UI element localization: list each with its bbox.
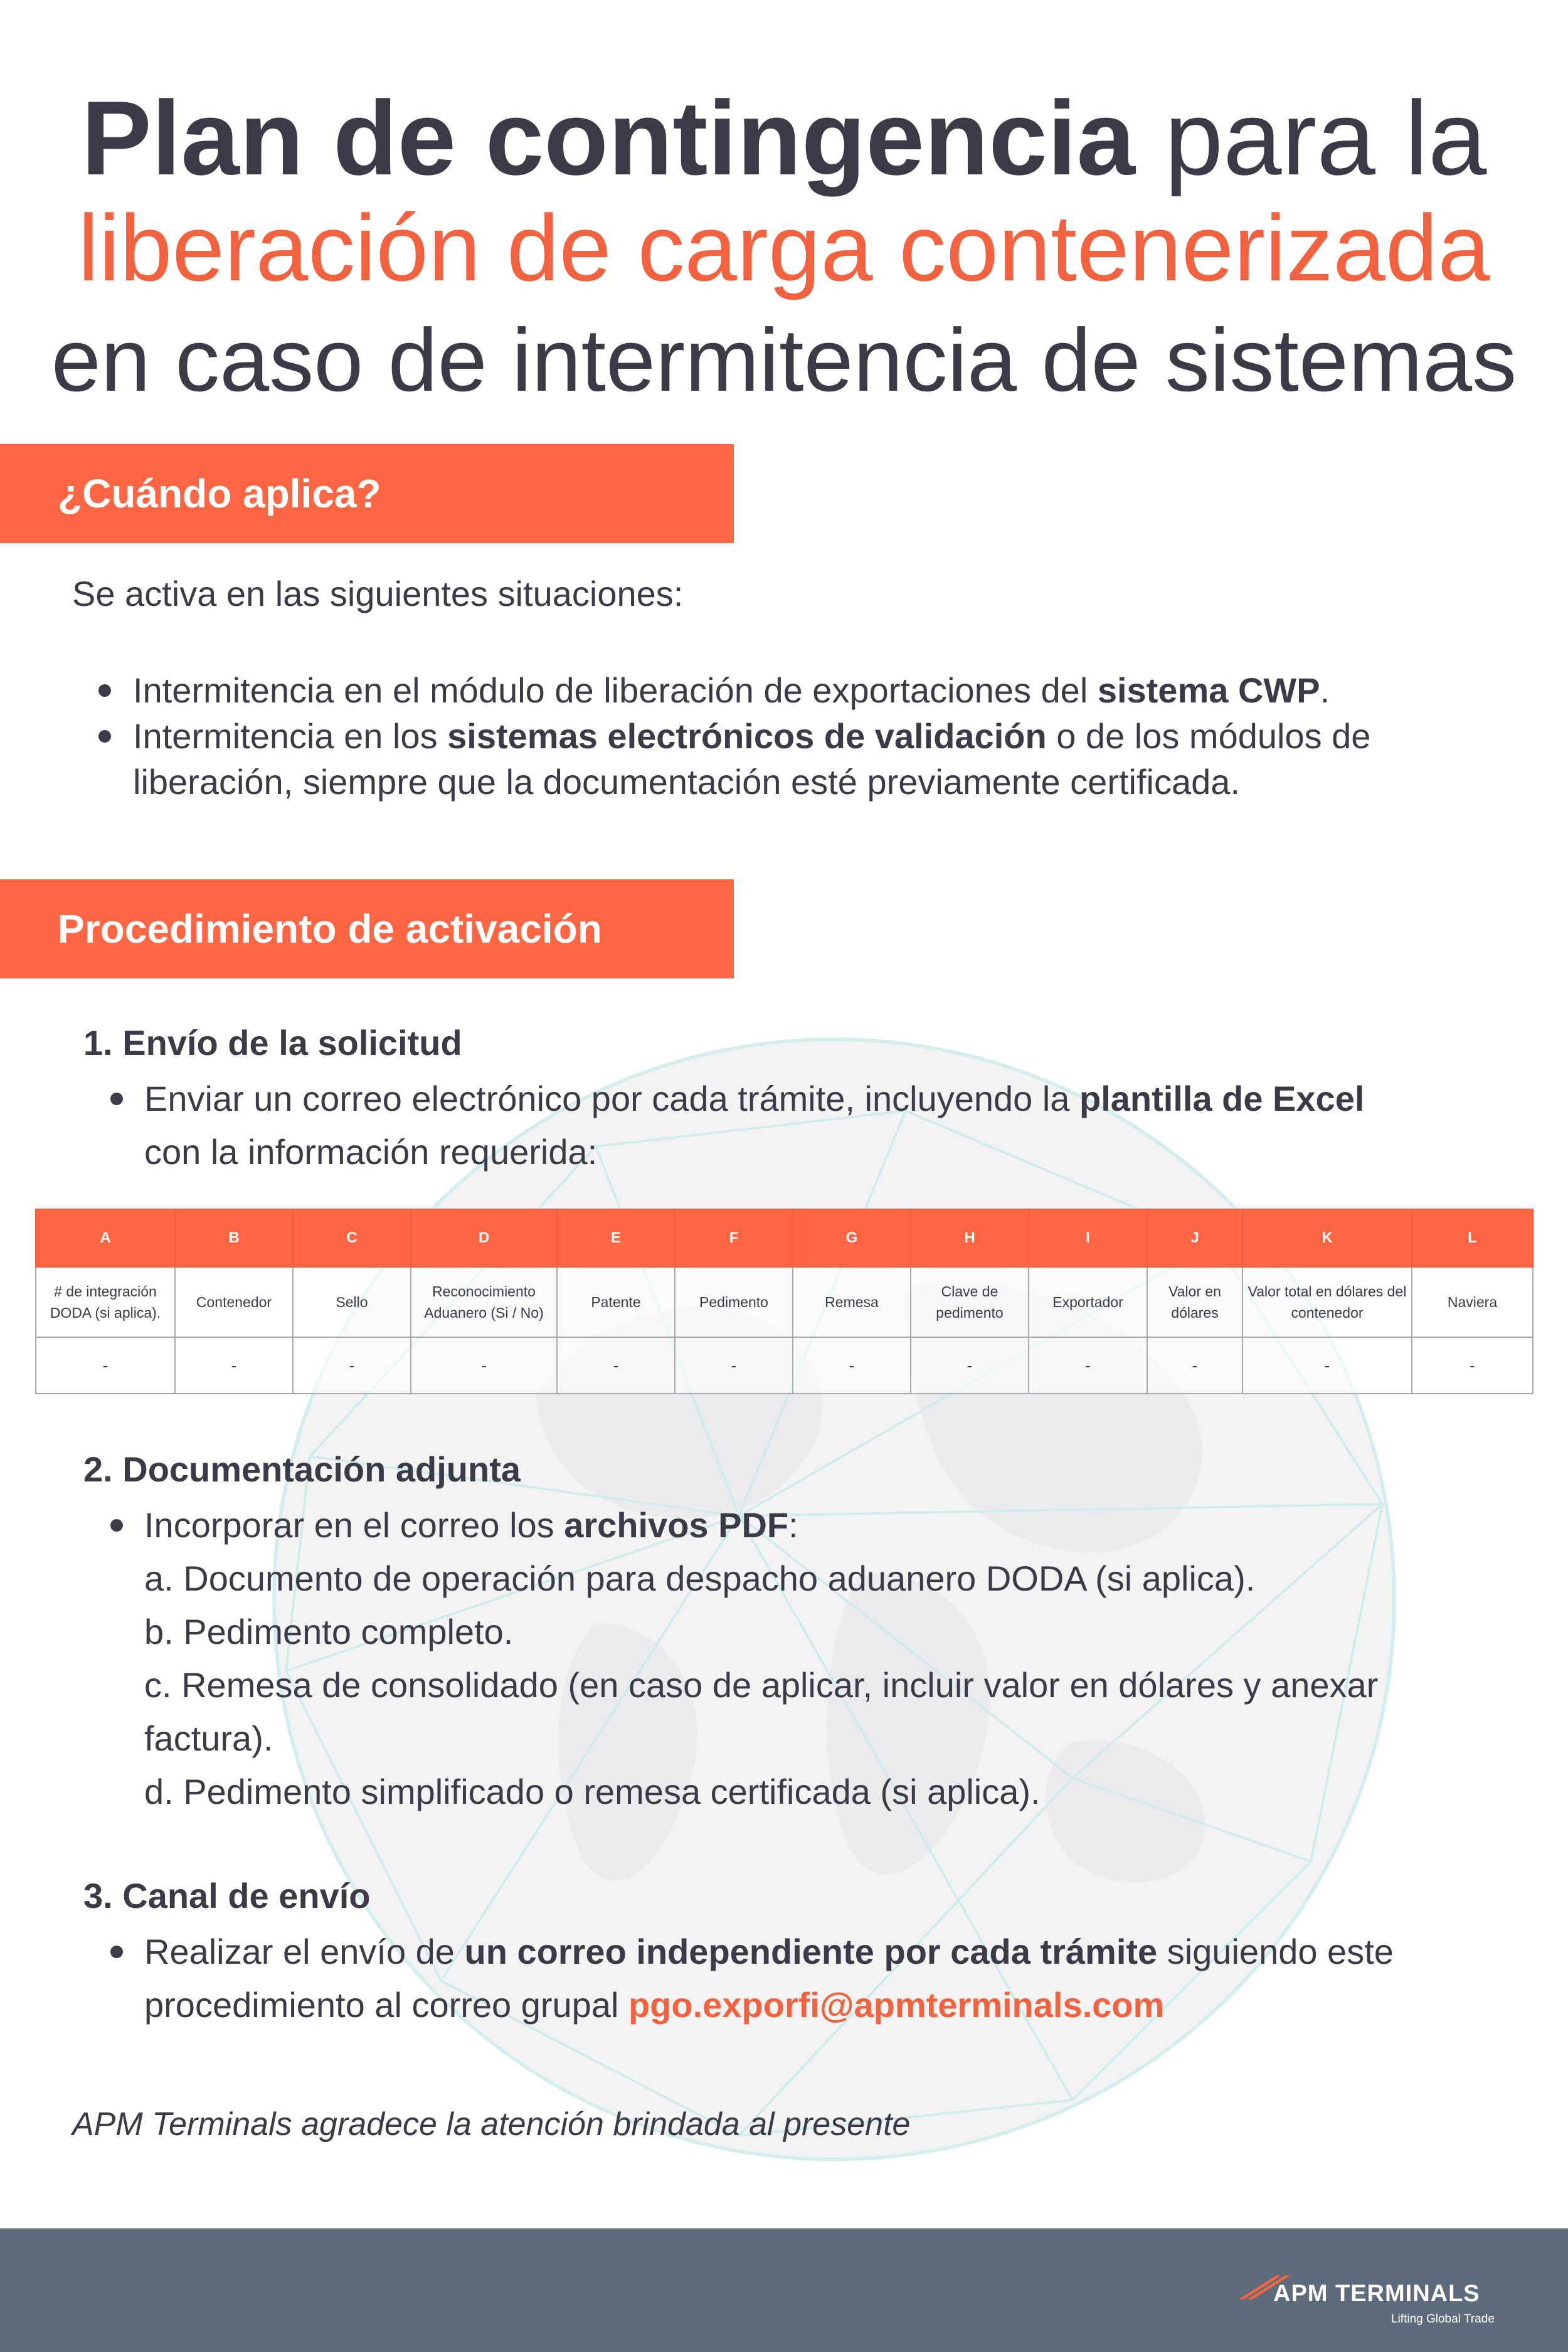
column-label: # de integración DODA (si aplica). xyxy=(36,1267,175,1337)
when-bullet-1-end: . xyxy=(1320,670,1330,710)
column-letter: C xyxy=(293,1209,411,1267)
column-letter: E xyxy=(557,1209,675,1267)
column-letter: F xyxy=(675,1209,793,1267)
when-bullet-2-bold: sistemas electrónicos de validación xyxy=(447,716,1047,756)
column-value: - xyxy=(175,1337,293,1394)
column-letter: L xyxy=(1412,1209,1533,1267)
title-line-1 xyxy=(0,75,1568,201)
section-heading-procedure: Procedimiento de activación xyxy=(0,879,734,978)
column-value: - xyxy=(675,1337,793,1394)
column-label: Exportador xyxy=(1029,1267,1147,1337)
title-line-2: liberación de carga contenerizada xyxy=(78,195,1490,300)
column-label: Contenedor xyxy=(175,1267,293,1337)
step-1-title: 1. Envío de la solicitud xyxy=(83,1023,462,1062)
column-letter: J xyxy=(1147,1209,1242,1267)
step-3-line-2 xyxy=(144,1982,1164,2028)
column-value: - xyxy=(1029,1337,1147,1394)
bullet-dot xyxy=(98,684,111,697)
column-letter: A xyxy=(36,1209,175,1267)
step-2-bullet-bold: archivos PDF xyxy=(564,1505,789,1545)
step-1-bullet xyxy=(144,1076,1364,1122)
logo-tagline: Lifting Global Trade xyxy=(1391,2312,1495,2326)
step-3-bullet-bold: un correo independiente por cada trámite xyxy=(464,1932,1158,1971)
column-letter: H xyxy=(911,1209,1029,1267)
contact-email-link[interactable]: pgo.exporfi@apmterminals.com xyxy=(628,1985,1165,2025)
column-letter: G xyxy=(793,1209,911,1267)
step-2-item-a: a. Documento de operación para despacho aduanero DODA (si aplica). xyxy=(144,1559,1256,1598)
step-2-title: 2. Documentación adjunta xyxy=(83,1449,521,1489)
column-letter: B xyxy=(175,1209,293,1267)
when-bullet-2-line-2: liberación, siempre que la documentación esté previamente certificada. xyxy=(133,762,1240,802)
column-label: Reconocimiento Aduanero (Si / No) xyxy=(411,1267,557,1337)
step-1-bullet-bold: plantilla de Excel xyxy=(1079,1079,1365,1118)
step-2-item-b: b. Pedimento completo. xyxy=(144,1612,514,1651)
column-label: Valor total en dólares del contenedor xyxy=(1242,1267,1412,1337)
step-3-bullet-text: Realizar el envío de xyxy=(144,1932,465,1971)
when-bullet-2-text: Intermitencia en los xyxy=(133,716,448,756)
column-value: - xyxy=(1242,1337,1412,1394)
when-bullet-2 xyxy=(133,713,1370,760)
when-bullet-2-end: o de los módulos de xyxy=(1046,716,1371,756)
section-heading-when: ¿Cuándo aplica? xyxy=(0,444,734,543)
bullet-dot xyxy=(98,730,111,743)
logo-name: APM TERMINALS xyxy=(1273,2280,1480,2307)
column-label: Patente xyxy=(557,1267,675,1337)
when-bullet-1-text: Intermitencia en el módulo de liberación de exportaciones del xyxy=(133,670,1098,710)
column-value: - xyxy=(1147,1337,1242,1394)
step-2-bullet xyxy=(144,1502,798,1549)
column-label: Pedimento xyxy=(675,1267,793,1337)
bullet-dot xyxy=(110,1093,123,1105)
when-bullet-1 xyxy=(133,667,1330,714)
step-3-bullet xyxy=(144,1929,1394,1975)
excel-template-table xyxy=(35,1209,1534,1394)
bullet-dot xyxy=(110,1946,123,1958)
step-2-item-d: d. Pedimento simplificado o remesa certificada (si aplica). xyxy=(144,1772,1041,1811)
column-value: - xyxy=(411,1337,557,1394)
column-letter: I xyxy=(1029,1209,1147,1267)
closing-note: APM Terminals agradece la atención brindada al presente xyxy=(72,2106,911,2143)
column-letter: K xyxy=(1242,1209,1412,1267)
step-1-bullet-text: Enviar un correo electrónico por cada trámite, incluyendo la xyxy=(144,1079,1079,1118)
column-label: Valor en dólares xyxy=(1147,1267,1242,1337)
column-label: Sello xyxy=(293,1267,411,1337)
step-2-item-c: c. Remesa de consolidado (en caso de aplicar, incluir valor en dólares y anexar xyxy=(144,1665,1379,1705)
column-value: - xyxy=(911,1337,1029,1394)
step-3-title: 3. Canal de envío xyxy=(83,1876,371,1915)
title-bold: Plan de contingencia xyxy=(81,79,1135,197)
title-light: para la xyxy=(1164,79,1487,197)
column-value: - xyxy=(557,1337,675,1394)
table-value-row xyxy=(36,1337,1533,1394)
step-1-bullet-line-2: con la información requerida: xyxy=(144,1132,598,1172)
step-2-bullet-text: Incorporar en el correo los xyxy=(144,1505,564,1545)
column-label: Remesa xyxy=(793,1267,911,1337)
column-value: - xyxy=(1412,1337,1533,1394)
column-label: Naviera xyxy=(1412,1267,1533,1337)
table-header-row xyxy=(36,1209,1533,1267)
column-label: Clave de pedimento xyxy=(911,1267,1029,1337)
bullet-dot xyxy=(110,1519,123,1532)
when-bullet-1-bold: sistema CWP xyxy=(1097,670,1320,710)
step-3-line-2-text: procedimiento al correo grupal xyxy=(144,1985,628,2025)
column-letter: D xyxy=(411,1209,557,1267)
step-3-bullet-end: siguiendo este xyxy=(1157,1932,1394,1971)
column-value: - xyxy=(793,1337,911,1394)
when-intro: Se activa en las siguientes situaciones: xyxy=(72,574,684,613)
column-value: - xyxy=(293,1337,411,1394)
title-line-3: en caso de intermitencia de sistemas xyxy=(51,310,1517,410)
step-2-bullet-end: : xyxy=(788,1505,798,1545)
column-value: - xyxy=(36,1337,175,1394)
step-2-item-c-line-2: factura). xyxy=(144,1719,273,1758)
table-label-row xyxy=(36,1267,1533,1337)
